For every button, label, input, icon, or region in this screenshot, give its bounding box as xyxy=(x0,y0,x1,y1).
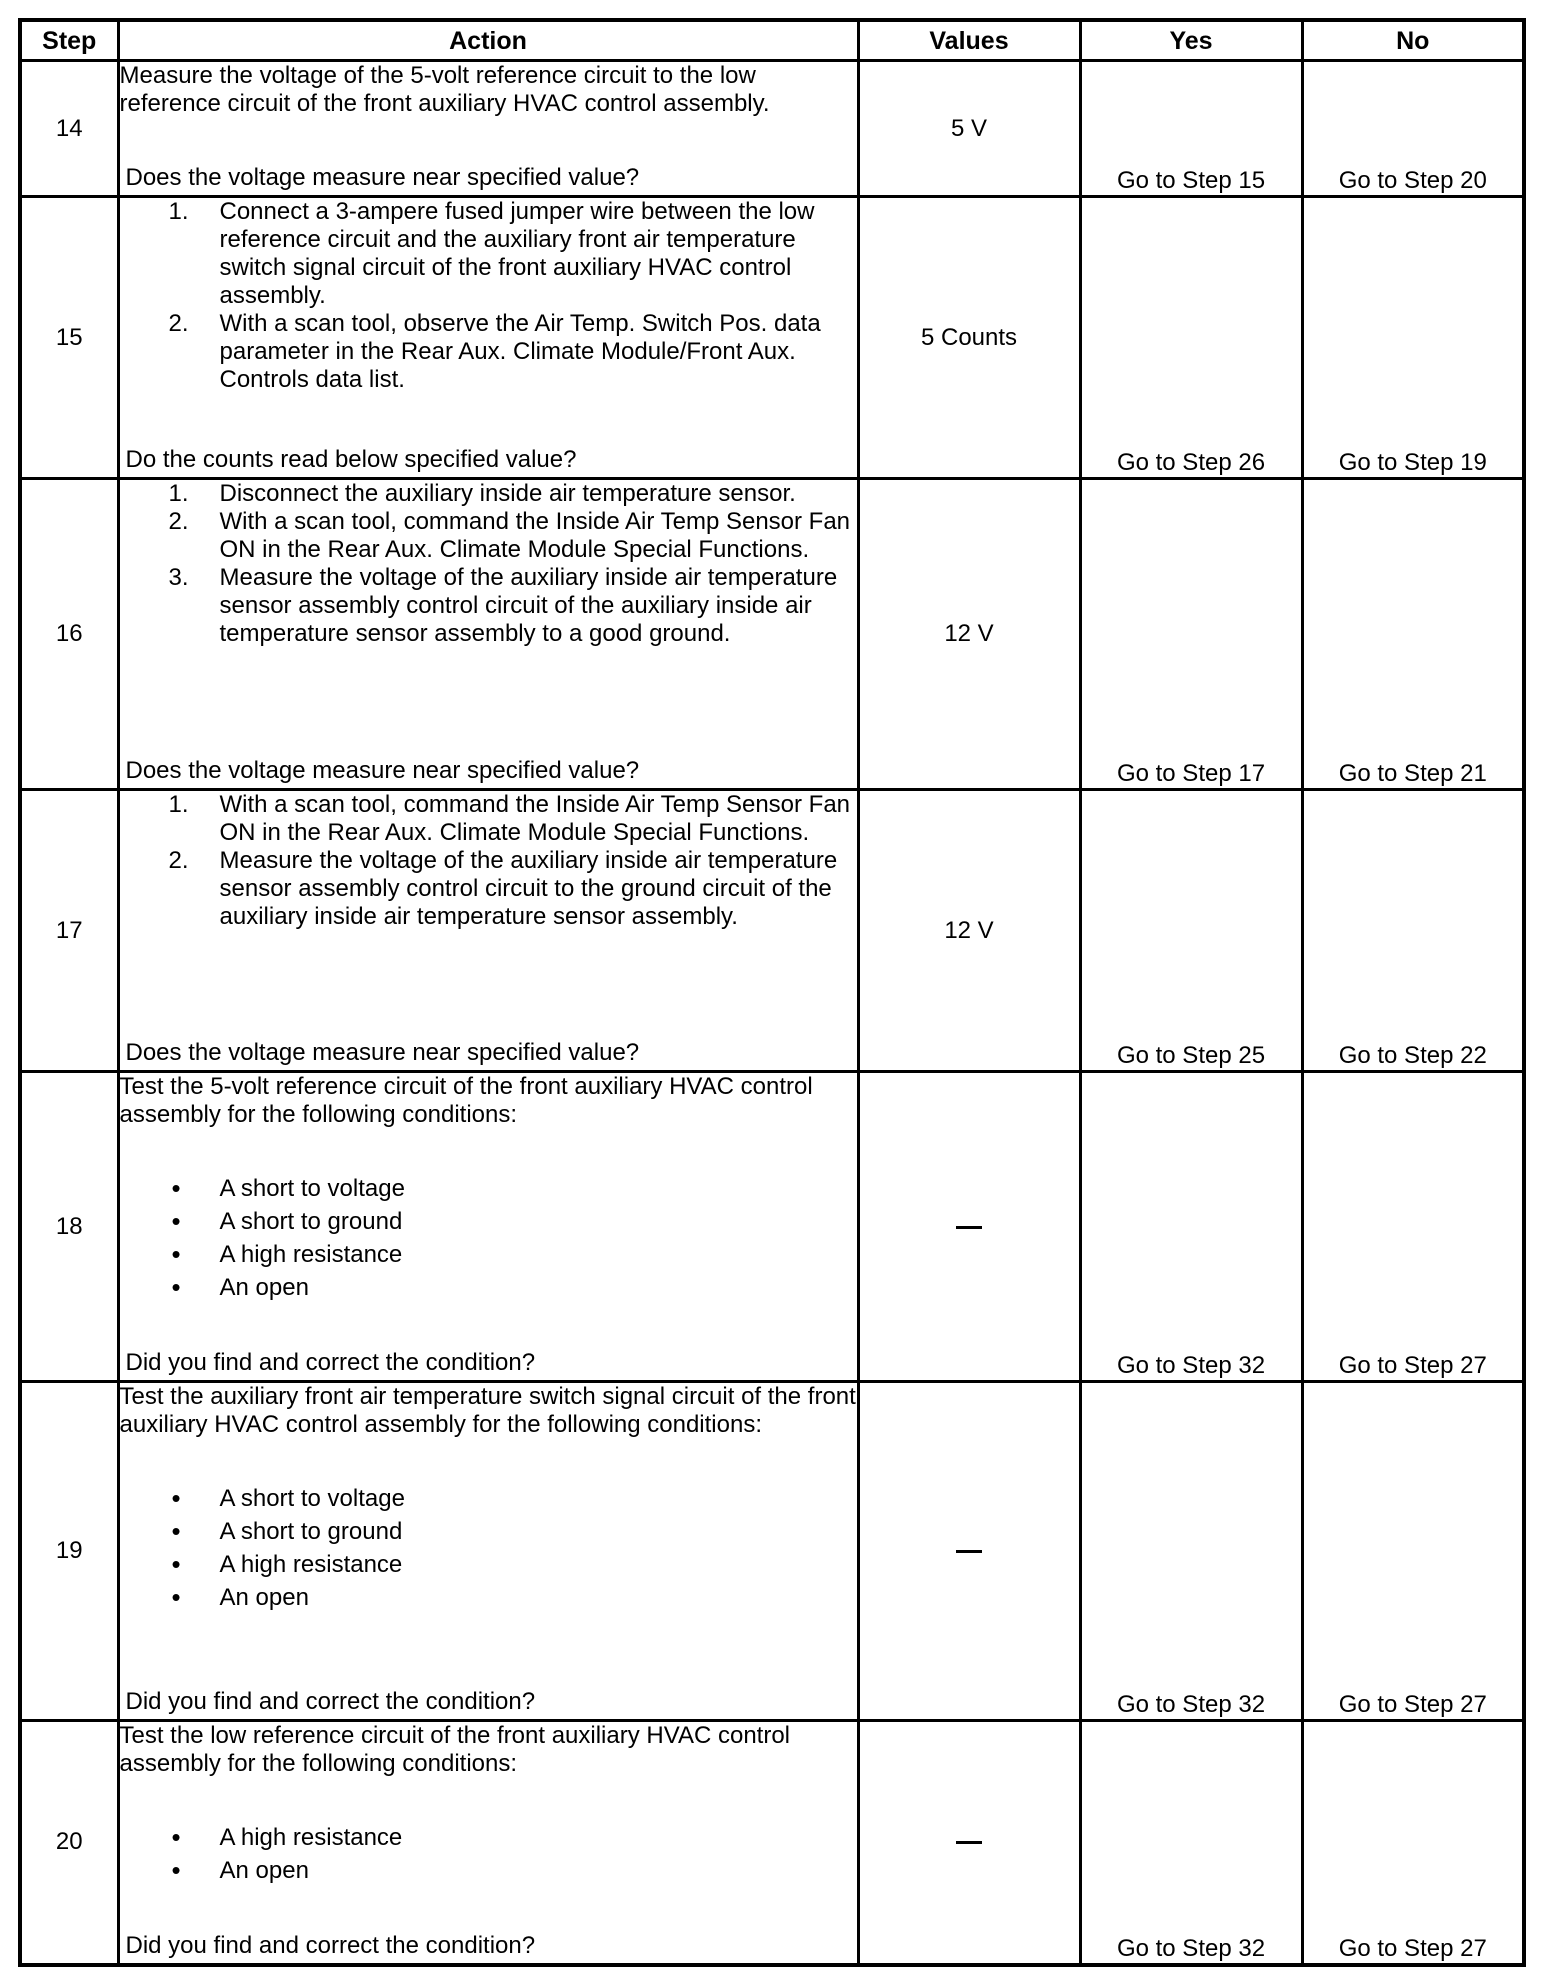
step-index: 2. xyxy=(168,847,189,874)
list-item xyxy=(168,310,857,394)
step-index: 3. xyxy=(168,564,189,591)
table-row xyxy=(20,1072,1524,1382)
no-result: Go to Step 22 xyxy=(1302,790,1524,1072)
action-intro: Measure the voltage of the 5-volt reference circuit to the low reference circuit of the front auxiliary HVAC control assembly. xyxy=(119,62,770,117)
action-intro: Test the auxiliary front air temperature switch signal circuit of the front auxiliary HVAC control assembly for the following conditions: xyxy=(119,1383,856,1438)
condition-list xyxy=(120,1482,857,1614)
action-question: Did you find and correct the condition? xyxy=(125,1349,536,1376)
step-text: With a scan tool, observe the Air Temp. Switch Pos. data parameter in the Rear Aux. Climate Module/Front Aux. Controls data list. xyxy=(219,310,821,393)
yes-result: Go to Step 32 xyxy=(1080,1382,1302,1721)
header-action: Action xyxy=(118,20,858,61)
step-number: 20 xyxy=(20,1721,118,1965)
numbered-steps xyxy=(120,198,857,394)
no-result: Go to Step 20 xyxy=(1302,61,1524,197)
dash-icon xyxy=(956,1550,982,1553)
table-row xyxy=(20,1721,1524,1965)
dash-icon xyxy=(956,1841,982,1844)
action-question: Did you find and correct the condition? xyxy=(125,1931,536,1959)
no-result: Go to Step 19 xyxy=(1302,197,1524,479)
action-cell xyxy=(118,197,858,479)
step-number: 18 xyxy=(20,1072,118,1382)
bullet-icon: • xyxy=(171,1582,181,1612)
step-text: Connect a 3-ampere fused jumper wire between the low reference circuit and the auxiliary front air temperature switch signal circuit of the front auxiliary HVAC control assembly. xyxy=(219,198,815,309)
condition-text: An open xyxy=(219,1584,309,1611)
action-intro: Test the 5-volt reference circuit of the front auxiliary HVAC control assembly for the following conditions: xyxy=(119,1073,813,1128)
header-yes: Yes xyxy=(1080,20,1302,61)
no-result: Go to Step 27 xyxy=(1302,1382,1524,1721)
table-row xyxy=(20,790,1524,1072)
condition-list xyxy=(120,1172,857,1304)
condition-text: A short to voltage xyxy=(219,1485,405,1512)
action-question: Do the counts read below specified value? xyxy=(125,446,577,473)
numbered-steps xyxy=(120,480,857,648)
step-number: 16 xyxy=(20,479,118,790)
list-item xyxy=(171,1581,857,1614)
yes-result: Go to Step 15 xyxy=(1080,61,1302,197)
action-cell xyxy=(118,1382,858,1721)
bullet-icon: • xyxy=(171,1272,181,1302)
condition-list xyxy=(120,1821,857,1887)
step-number: 14 xyxy=(20,61,118,197)
list-item xyxy=(168,480,857,508)
step-text: Disconnect the auxiliary inside air temperature sensor. xyxy=(219,480,796,507)
action-question: Did you find and correct the condition? xyxy=(125,1688,536,1715)
action-question: Does the voltage measure near specified value? xyxy=(125,757,640,784)
no-result: Go to Step 27 xyxy=(1302,1072,1524,1382)
list-item xyxy=(171,1482,857,1515)
table-row xyxy=(20,479,1524,790)
condition-text: An open xyxy=(219,1274,309,1301)
list-item xyxy=(171,1172,857,1205)
action-cell xyxy=(118,790,858,1072)
action-intro: Test the low reference circuit of the front auxiliary HVAC control assembly for the following conditions: xyxy=(119,1722,790,1777)
bullet-icon: • xyxy=(171,1822,181,1852)
bullet-icon: • xyxy=(171,1239,181,1269)
spec-value: 12 V xyxy=(858,479,1080,790)
list-item xyxy=(171,1205,857,1238)
list-item xyxy=(171,1238,857,1271)
condition-text: A high resistance xyxy=(219,1824,403,1851)
spec-value: 5 Counts xyxy=(858,197,1080,479)
step-number: 15 xyxy=(20,197,118,479)
list-item xyxy=(171,1821,857,1854)
bullet-icon: • xyxy=(171,1173,181,1203)
bullet-icon: • xyxy=(171,1549,181,1579)
step-text: Measure the voltage of the auxiliary inside air temperature sensor assembly control circuit of the auxiliary inside air temperature sensor assembly to a good ground. xyxy=(219,564,838,647)
yes-result: Go to Step 26 xyxy=(1080,197,1302,479)
numbered-steps xyxy=(120,791,857,931)
header-no: No xyxy=(1302,20,1524,61)
bullet-icon: • xyxy=(171,1855,181,1885)
no-result: Go to Step 27 xyxy=(1302,1721,1524,1965)
list-item xyxy=(171,1271,857,1304)
dash-icon xyxy=(956,1226,982,1229)
spec-value xyxy=(858,1382,1080,1721)
action-cell xyxy=(118,479,858,790)
step-index: 1. xyxy=(168,480,189,507)
yes-result: Go to Step 17 xyxy=(1080,479,1302,790)
spec-value xyxy=(858,1721,1080,1965)
step-number: 19 xyxy=(20,1382,118,1721)
list-item xyxy=(168,198,857,310)
action-question: Does the voltage measure near specified value? xyxy=(125,164,640,191)
diagnostic-table xyxy=(18,18,1526,1967)
action-cell xyxy=(118,61,858,197)
table-row xyxy=(20,197,1524,479)
no-result: Go to Step 21 xyxy=(1302,479,1524,790)
action-cell xyxy=(118,1721,858,1965)
step-number: 17 xyxy=(20,790,118,1072)
yes-result: Go to Step 25 xyxy=(1080,790,1302,1072)
step-index: 2. xyxy=(168,508,189,535)
list-item xyxy=(171,1515,857,1548)
table-row xyxy=(20,61,1524,197)
step-index: 1. xyxy=(168,791,189,818)
condition-text: A high resistance xyxy=(219,1241,403,1268)
condition-text: A short to ground xyxy=(219,1518,403,1545)
table-row xyxy=(20,1382,1524,1721)
spec-value: 12 V xyxy=(858,790,1080,1072)
action-cell xyxy=(118,1072,858,1382)
list-item xyxy=(168,508,857,564)
step-index: 2. xyxy=(168,310,189,337)
action-question: Does the voltage measure near specified value? xyxy=(125,1039,640,1066)
condition-text: A high resistance xyxy=(219,1551,403,1578)
condition-text: An open xyxy=(219,1857,309,1884)
header-values: Values xyxy=(858,20,1080,61)
step-index: 1. xyxy=(168,198,189,225)
condition-text: A short to voltage xyxy=(219,1175,405,1202)
spec-value: 5 V xyxy=(858,61,1080,197)
header-row xyxy=(20,20,1524,61)
list-item xyxy=(168,791,857,847)
step-text: With a scan tool, command the Inside Air Temp Sensor Fan ON in the Rear Aux. Climate Module Special Functions. xyxy=(219,791,851,846)
condition-text: A short to ground xyxy=(219,1208,403,1235)
bullet-icon: • xyxy=(171,1516,181,1546)
yes-result: Go to Step 32 xyxy=(1080,1072,1302,1382)
header-step: Step xyxy=(20,20,118,61)
list-item xyxy=(171,1548,857,1581)
step-text: Measure the voltage of the auxiliary inside air temperature sensor assembly control circuit to the ground circuit of the auxiliary inside air temperature sensor assembly. xyxy=(219,847,838,930)
bullet-icon: • xyxy=(171,1206,181,1236)
list-item xyxy=(171,1854,857,1887)
yes-result: Go to Step 32 xyxy=(1080,1721,1302,1965)
bullet-icon: • xyxy=(171,1483,181,1513)
step-text: With a scan tool, command the Inside Air Temp Sensor Fan ON in the Rear Aux. Climate Module Special Functions. xyxy=(219,508,851,563)
list-item xyxy=(168,847,857,931)
spec-value xyxy=(858,1072,1080,1382)
list-item xyxy=(168,564,857,648)
